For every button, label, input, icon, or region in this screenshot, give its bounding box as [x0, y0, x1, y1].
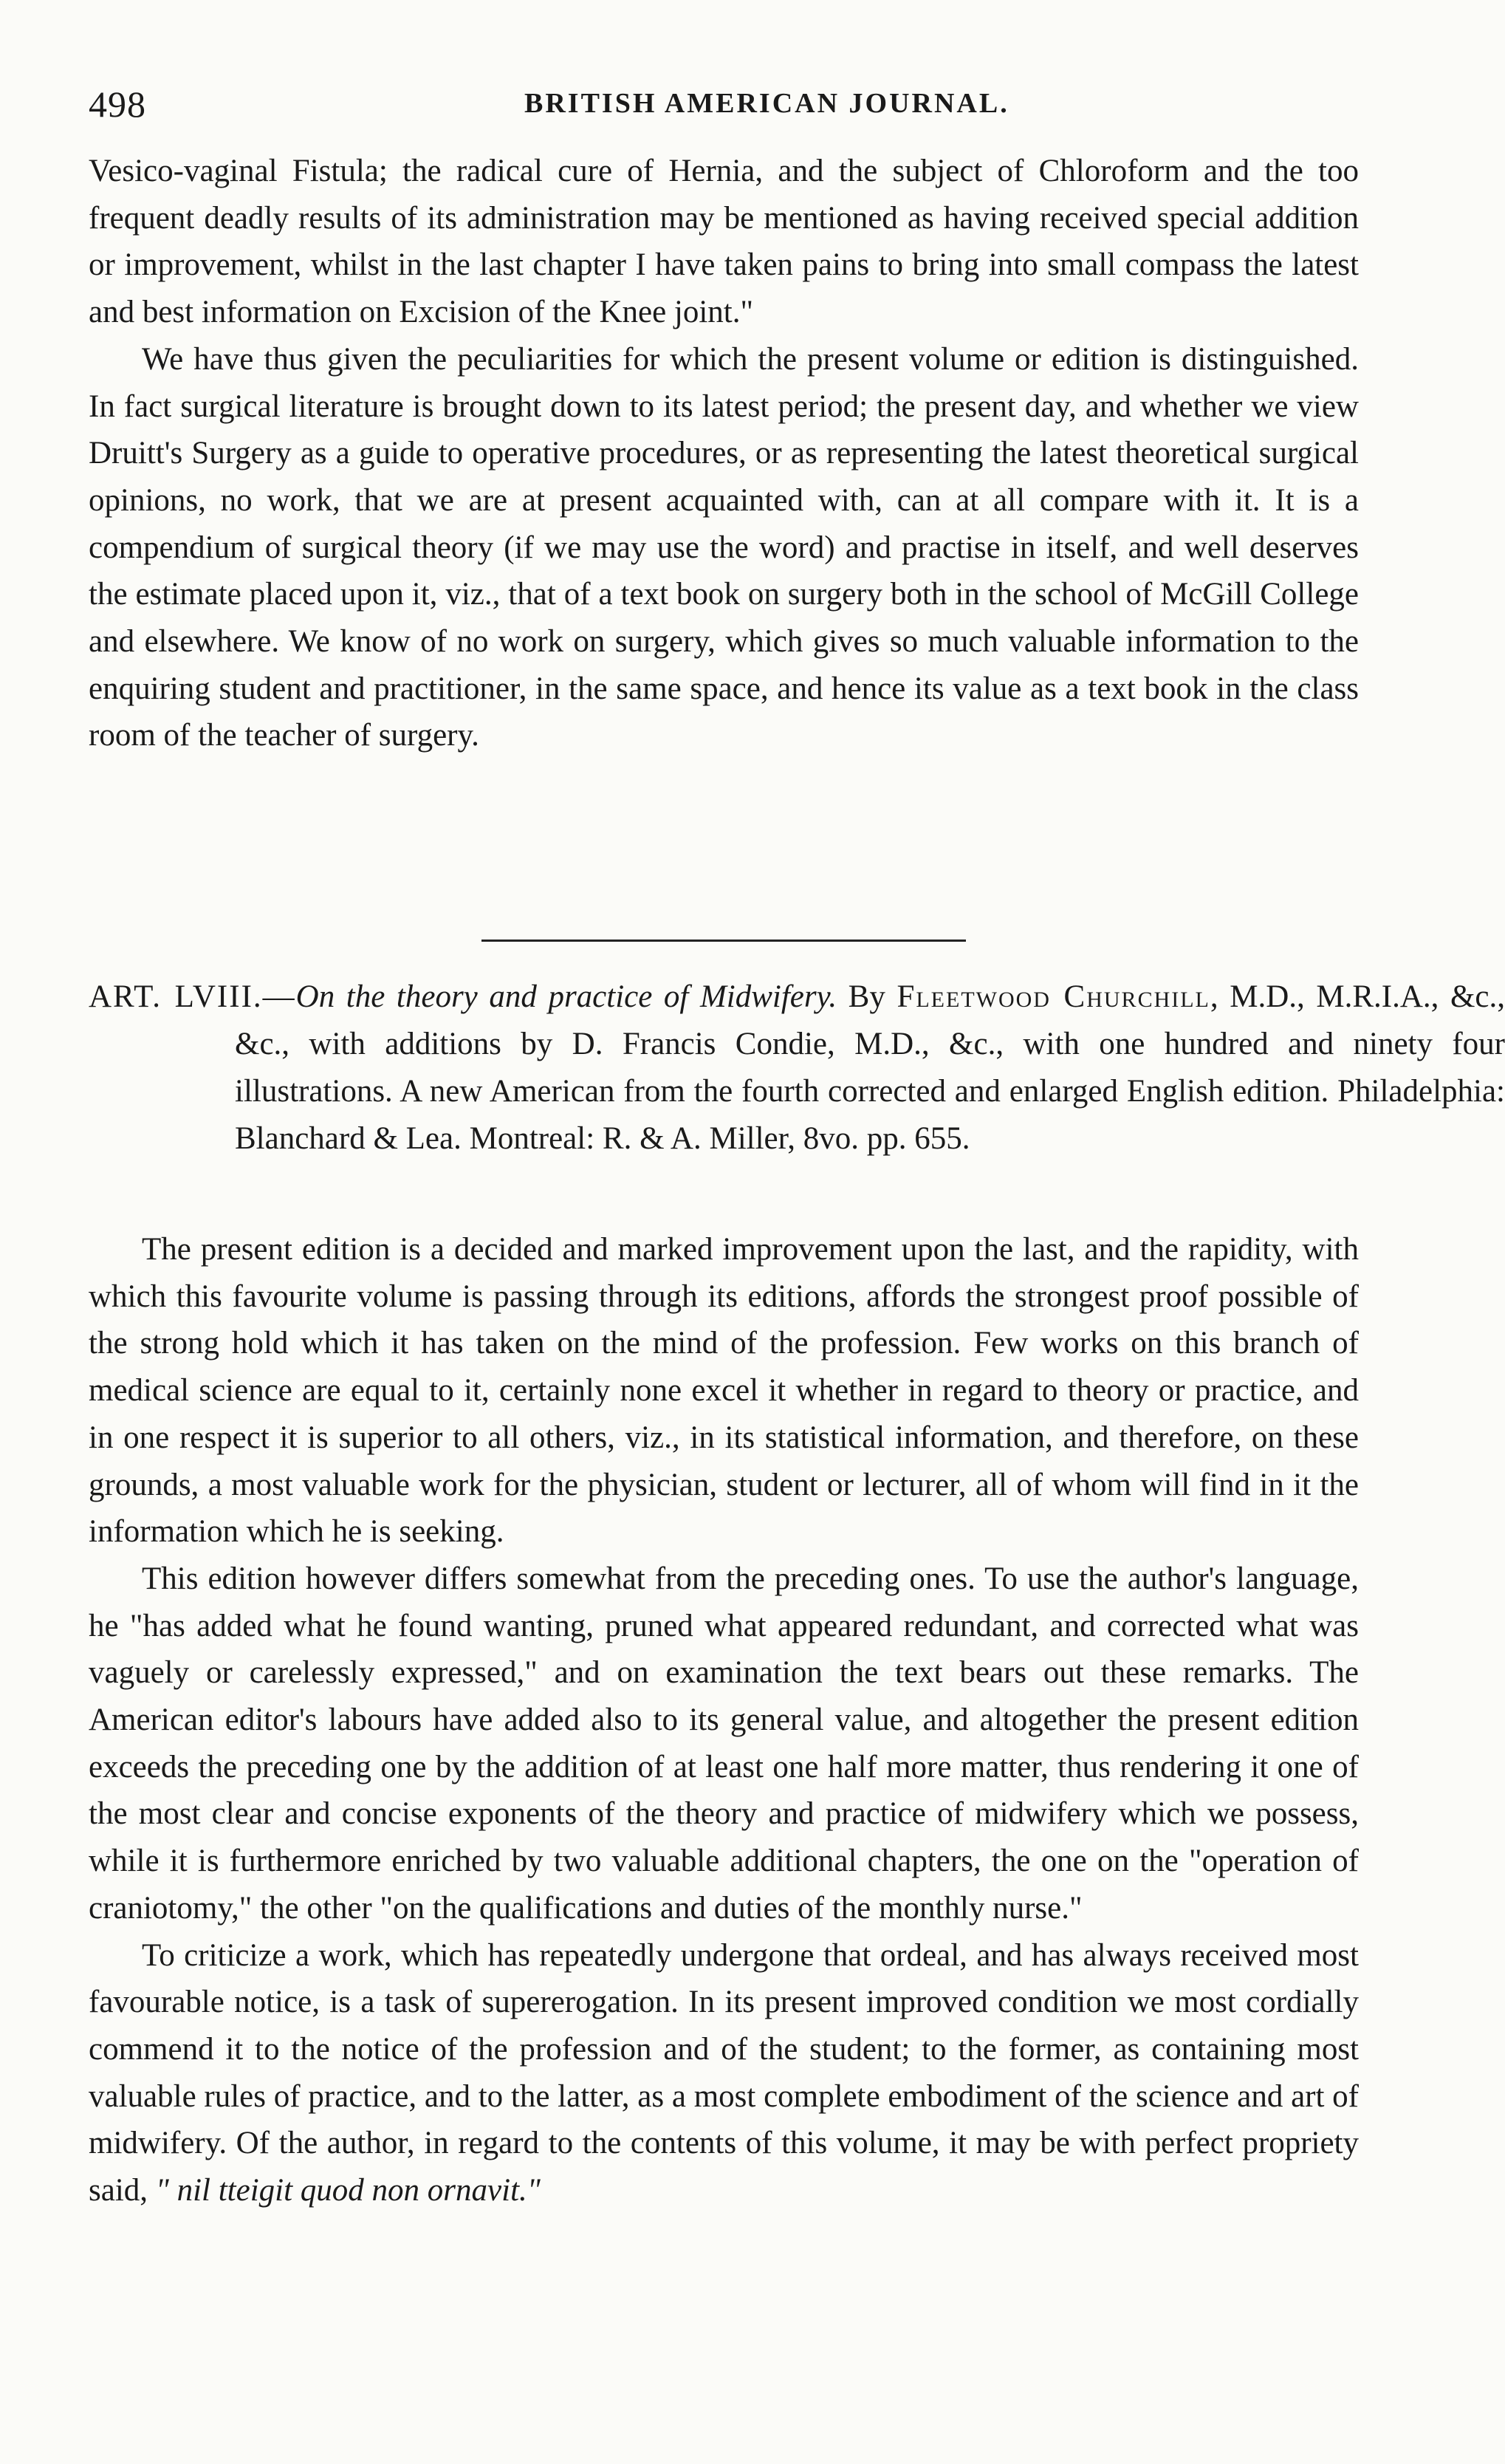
- article-author: Fleetwood Churchill: [897, 979, 1210, 1014]
- closing-paragraph: [89, 1932, 1359, 2214]
- article-credentials: , M.D., M.R.I.A., &c., &c., with additions by D. Francis Condie, M.D., &c., with one hundred and ninety four illustrations. A new American from the fourth corrected and enlarged English edition. Philadelphia: Blanchard & Lea. Montreal: R. & A. Miller, 8vo. pp. 655.: [235, 979, 1505, 1156]
- section-divider: [481, 940, 966, 942]
- previous-review-continuation: [89, 148, 1359, 759]
- paragraph: The present edition is a decided and marked improvement upon the last, and the rapidity, with which this favourite volume is passing through its editions, affords the strongest proof possible of the strong hold which it has taken on the mind of the profession. Few works on this branch of medical science are equal to it, certainly none excel it whether in regard to theory or practice, and in one respect it is superior to all others, viz., in its statistical information, and therefore, on these grounds, a most valuable work for the physician, student or lecturer, all of whom will find in it the information which he is seeking.: [89, 1232, 1359, 1550]
- article-number: ART. LVIII.—: [89, 979, 296, 1014]
- article-subject: On the theory and practice of Midwifery.: [295, 979, 837, 1014]
- midwifery-review: [89, 1226, 1359, 2214]
- latin-quotation: " nil tteigit quod non ornavit.": [155, 2173, 541, 2208]
- running-head: [89, 83, 1359, 127]
- paragraph: We have thus given the peculiarities for which the present volume or edition is distinguished. In fact surgical literature is brought down to its latest period; the present day, and whether we view Druitt's Surgery as a guide to operative procedures, or as representing the latest theoretical surgical opinions, no work, that we are at present acquainted with, can at all compare with it. It is a compendium of surgical theory (if we may use the word) and practise in itself, and well deserves the estimate placed upon it, viz., that of a text book on surgery both in the school of McGill College and elsewhere. We know of no work on surgery, which gives so much valuable information to the enquiring student and practitioner, in the same space, and hence its value as a text book in the class room of the teacher of surgery.: [89, 341, 1359, 753]
- journal-title: BRITISH AMERICAN JOURNAL.: [524, 88, 1009, 119]
- paragraph: Vesico-vaginal Fistula; the radical cure of Hernia, and the subject of Chloroform and the too frequent deadly results of its administration may be mentioned as having received special addition or improvement, whilst in the last chapter I have taken pains to bring into small compass the latest and best information on Excision of the Knee joint.": [89, 154, 1359, 330]
- paragraph: This edition however differs somewhat from the preceding ones. To use the author's language, he "has added what he found wanting, pruned what appeared redundant, and corrected what was vaguely or carelessly expressed," and on examination the text bears out these remarks. The American editor's labours have added also to its general value, and altogether the present edition exceeds the preceding one by the addition of at least one half more matter, thus rendering it one of the most clear and concise exponents of the theory and practice of midwifery which we possess, while it is furthermore enriched by two valuable additional chapters, the one on the "operation of craniotomy," the other "on the qualifications and duties of the monthly nurse.": [89, 1561, 1359, 1926]
- article-heading: [89, 973, 1505, 1163]
- closing-text: To criticize a work, which has repeatedly undergone that ordeal, and has always received most favourable notice, is a task of supererogation. In its present improved condition we most cordially commend it to the notice of the profession and of the student; to the former, as containing most valuable rules of practice, and to the latter, as a most complete embodiment of the science and art of midwifery. Of the author, in regard to the contents of this volume, it may be with perfect propriety said,: [89, 1937, 1359, 2208]
- page-number: 498: [89, 83, 146, 125]
- article-by: By: [837, 979, 897, 1014]
